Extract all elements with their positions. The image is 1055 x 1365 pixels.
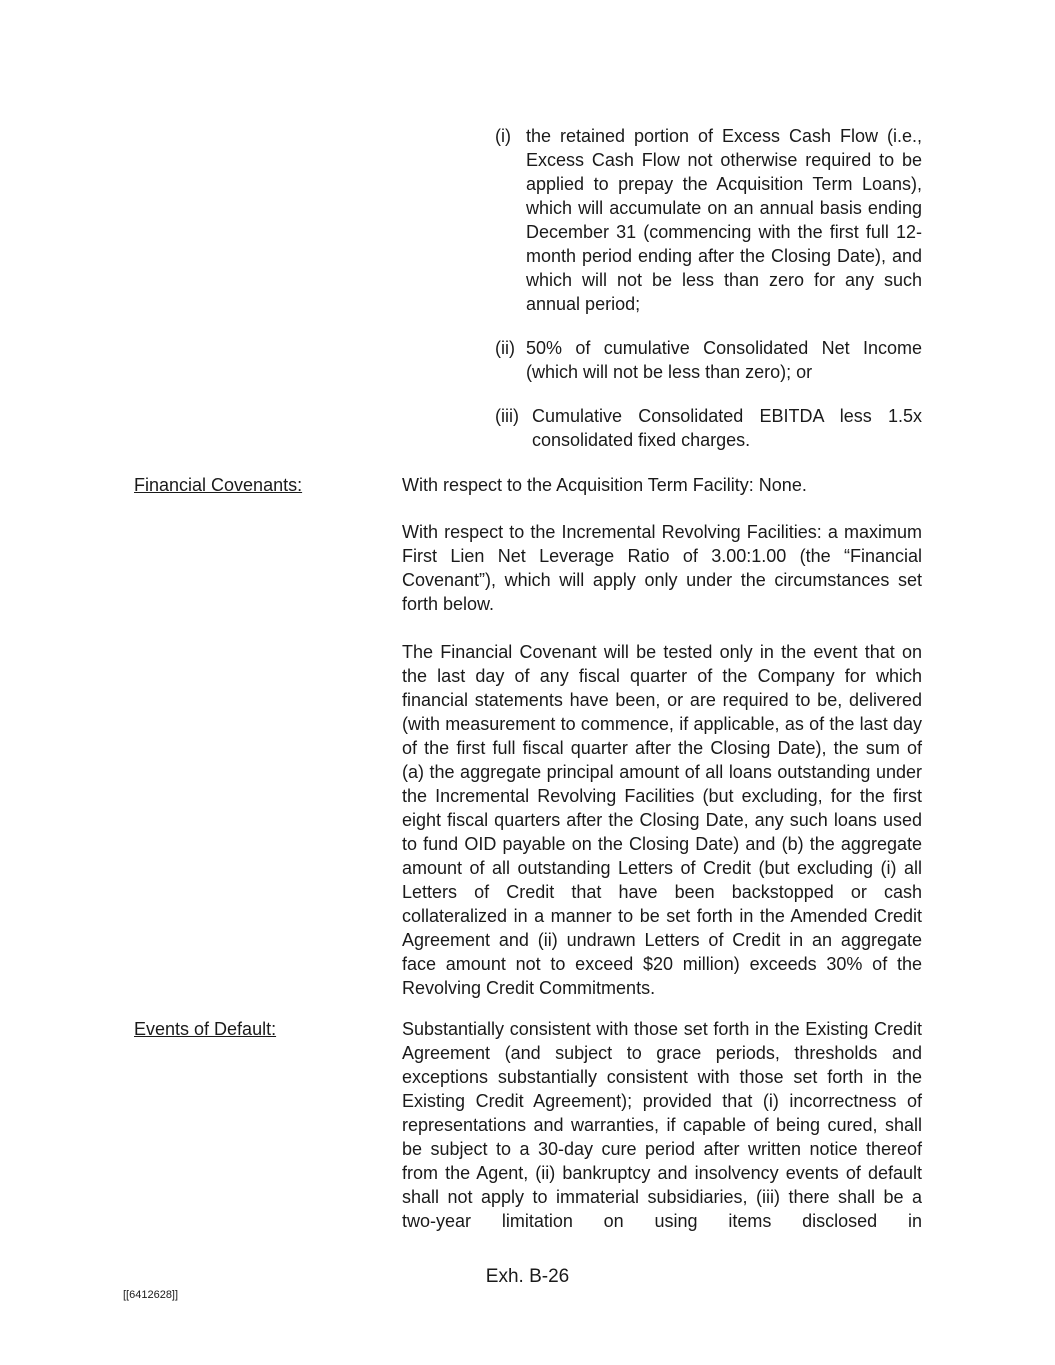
- financial-covenants-paragraph-1: With respect to the Acquisition Term Facility: None.: [402, 475, 807, 495]
- list-item-i: [495, 124, 922, 316]
- list-item-text: Cumulative Consolidated EBITDA less 1.5x consolidated fixed charges.: [532, 406, 922, 450]
- list-item-ii: [495, 336, 922, 384]
- list-item-number: (ii): [495, 338, 515, 358]
- financial-covenants-label: Financial Covenants:: [134, 475, 303, 495]
- page-number: Exh. B-26: [485, 1266, 570, 1287]
- events-of-default-label: Events of Default:: [134, 1019, 277, 1039]
- list-item-number: (i): [495, 126, 511, 146]
- financial-covenants-paragraph-2: With respect to the Incremental Revolving Facilities: a maximum First Lien Net Leverage Ratio of 3.00:1.00 (the “Financial Covenant”), which will apply only under the circumstances set forth below.: [402, 522, 922, 614]
- financial-covenants-paragraph-3: The Financial Covenant will be tested only in the event that on the last day of any fiscal quarter of the Company for which financial statements have been, or are required to be, delivered (with measurement to commence, if applicable, as of the last day of the first full fiscal quarter after the Closing Date), the sum of (a) the aggregate principal amount of all loans outstanding under the Incremental Revolving Facilities (but excluding, for the first eight fiscal quarters after the Closing Date, any such loans used to fund OID payable on the Closing Date) and (b) the aggregate amount of all outstanding Letters of Credit (but excluding (i) all Letters of Credit that have been backstopped or cash collateralized in a manner to be set forth in the Amended Credit Agreement and (ii) undrawn Letters of Credit in an aggregate face amount not to exceed $20 million) exceeds 30% of the Revolving Credit Commitments.: [402, 642, 922, 998]
- document-reference: [[6412628]]: [123, 1289, 179, 1301]
- list-item-text: 50% of cumulative Consolidated Net Income (which will not be less than zero); or: [526, 338, 922, 382]
- list-item-iii: [495, 404, 922, 452]
- events-of-default-paragraph: Substantially consistent with those set forth in the Existing Credit Agreement (and subject to grace periods, thresholds and exceptions substantially consistent with those set forth in the Existing Credit Agreement); provided that (i) incorrectness of representations and warranties, if capable of being cured, shall be subject to a 30-day cure period after written notice thereof from the Agent, (ii) bankruptcy and insolvency events of default shall not apply to immaterial subsidiaries, (iii) there shall be a two-year limitation on using items disclosed in: [402, 1019, 922, 1231]
- list-item-text: the retained portion of Excess Cash Flow (i.e., Excess Cash Flow not otherwise required to be applied to prepay the Acquisition Term Loans), which will accumulate on an annual basis ending December 31 (commencing with the first full 12-month period ending after the Closing Date), and which will not be less than zero for any such annual period;: [526, 126, 922, 314]
- list-item-number: (iii): [495, 406, 519, 426]
